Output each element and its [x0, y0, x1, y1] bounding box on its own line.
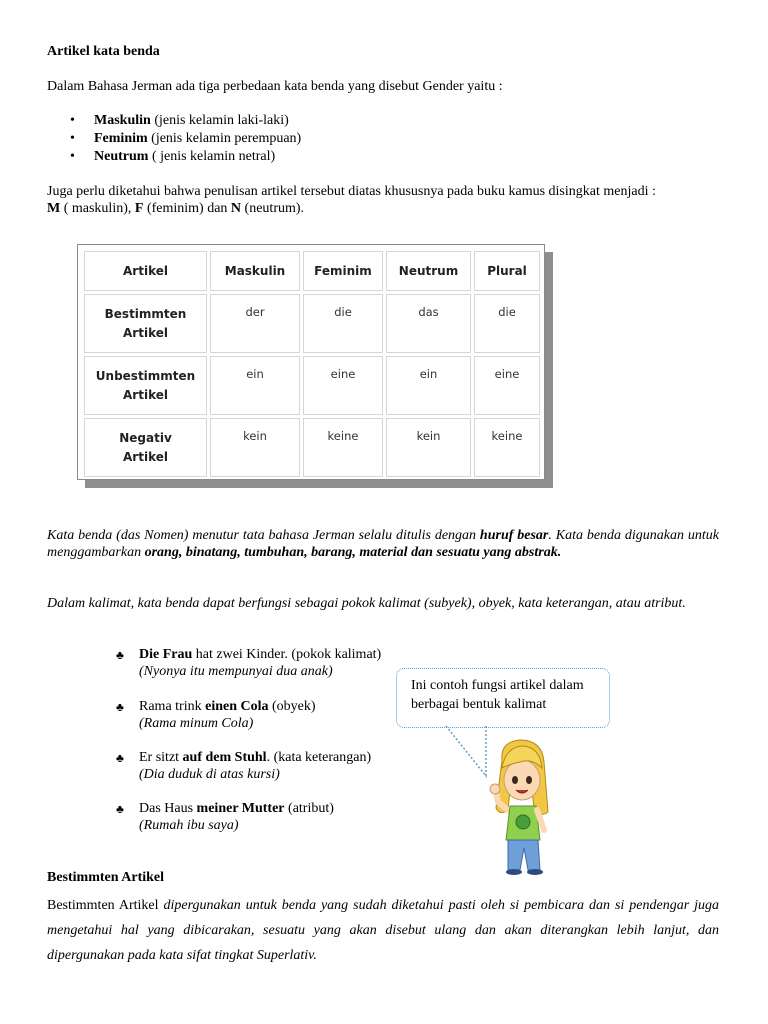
table-cell: die — [474, 294, 540, 353]
paragraph-function: Dalam kalimat, kata benda dapat berfungsi sebagai pokok kalimat (subyek), obyek, kata keterangan, atau atribut. — [47, 596, 686, 611]
table-cell: eine — [303, 356, 383, 415]
table-cell: ein — [210, 356, 300, 415]
header-cell: Artikel — [84, 251, 207, 291]
table-cell: ein — [386, 356, 471, 415]
table-cell: kein — [386, 418, 471, 477]
header-cell: Neutrum — [386, 251, 471, 291]
club-bullet-icon: ♣ — [116, 700, 124, 714]
table-cell: das — [386, 294, 471, 353]
page-title: Artikel kata benda — [47, 44, 160, 59]
header-cell: Feminim — [303, 251, 383, 291]
abbrev-line1: Juga perlu diketahui bahwa penulisan artikel tersebut diatas khususnya pada buku kamus disingkat menjadi : — [47, 184, 656, 199]
table-row — [84, 294, 540, 353]
section-title-bestimmten: Bestimmten Artikel — [47, 870, 165, 885]
table-row — [84, 418, 540, 477]
row-header: Unbestimmten Artikel — [84, 356, 207, 415]
table-cell: keine — [303, 418, 383, 477]
table-frame — [77, 244, 545, 480]
table-cell: der — [210, 294, 300, 353]
table-cell: die — [303, 294, 383, 353]
table-cell: kein — [210, 418, 300, 477]
club-bullet-icon: ♣ — [116, 751, 124, 765]
table-header-row — [84, 251, 540, 291]
abbrev-line2: M ( maskulin), F (feminim) dan N (neutrum). — [47, 201, 305, 216]
header-cell: Plural — [474, 251, 540, 291]
paragraph-bestimmten: Bestimmten Artikel dipergunakan untuk benda yang sudah diketahui pasti oleh si pembicara dan si pendengar juga mengetahui hal yang dibicarakan, sesuatu yang akan disebut ulang dan akan diterangkan lebih lanjut, dan dipergunakan pada kata sifat tingkat Superlativ. — [47, 898, 719, 963]
intro-text: Dalam Bahasa Jerman ada tiga perbedaan kata benda yang disebut Gender yaitu : — [47, 79, 503, 94]
row-header: Negativ Artikel — [84, 418, 207, 477]
girl-character-icon — [440, 720, 580, 880]
table-cell: keine — [474, 418, 540, 477]
gender-list — [47, 112, 301, 166]
article-table — [77, 244, 545, 478]
row-header: Bestimmten Artikel — [84, 294, 207, 353]
club-bullet-icon: ♣ — [116, 802, 124, 816]
table-cell: eine — [474, 356, 540, 415]
speech-bubble: Ini contoh fungsi artikel dalam berbagai bentuk kalimat — [396, 668, 610, 728]
header-cell: Maskulin — [210, 251, 300, 291]
list-item: • Feminim (jenis kelamin perempuan) — [47, 130, 301, 148]
article-grid — [81, 248, 543, 480]
list-item: • Neutrum ( jenis kelamin netral) — [47, 148, 301, 166]
club-bullet-icon: ♣ — [116, 648, 124, 662]
table-row — [84, 356, 540, 415]
list-item: • Maskulin (jenis kelamin laki-laki) — [47, 112, 301, 130]
paragraph-nomen: Kata benda (das Nomen) menutur tata bahasa Jerman selalu ditulis dengan huruf besar. Kata benda digunakan untuk menggambarkan orang, binatang, tumbuhan, barang, material dan sesuatu yang abstrak. — [47, 528, 719, 560]
